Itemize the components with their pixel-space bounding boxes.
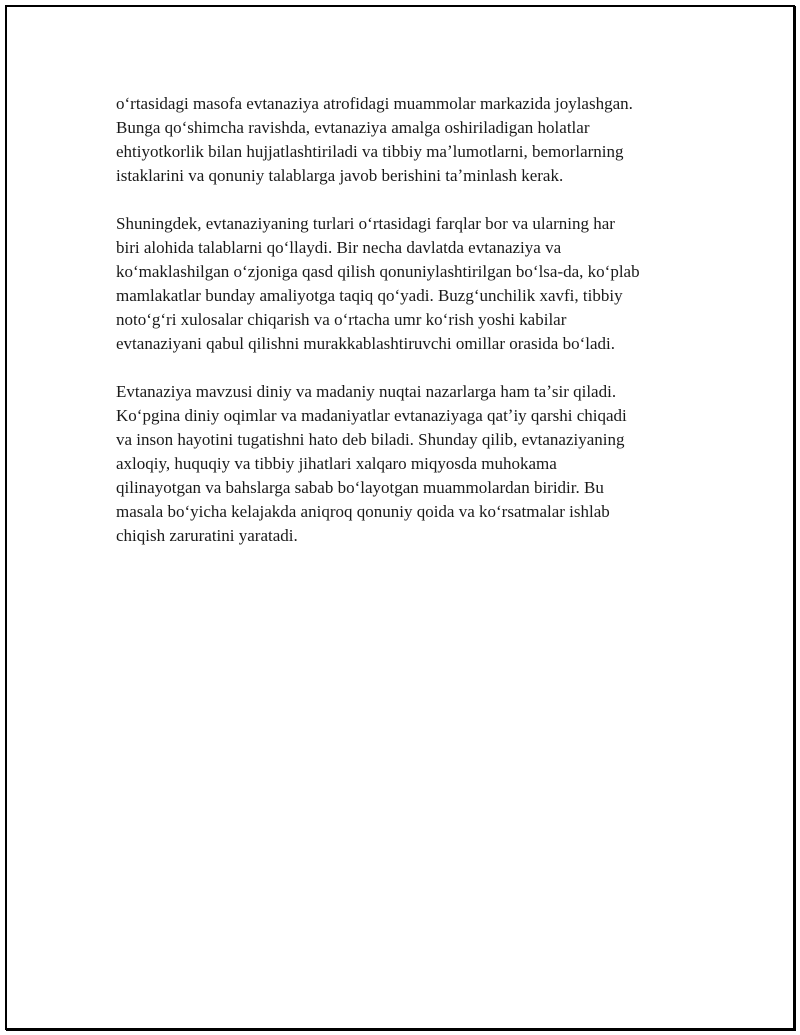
document-body — [116, 92, 696, 572]
text-line: masala boʻyicha kelajakda aniqroq qonuniy qoida va koʻrsatmalar ishlab — [116, 502, 610, 521]
text-line: koʻmaklashilgan oʻzjoniga qasd qilish qonuniylashtirilgan boʻlsa-da, koʻplab — [116, 262, 640, 281]
text-line: ehtiyotkorlik bilan hujjatlashtiriladi va tibbiy maʼlumotlarni, bemorlarning — [116, 142, 624, 161]
text-line: chiqish zaruratini yaratadi. — [116, 526, 298, 545]
text-line: evtanaziyani qabul qilishni murakkablashtiruvchi omillar orasida boʻladi. — [116, 334, 616, 353]
paragraph-1 — [116, 92, 696, 188]
text-line: Evtanaziya mavzusi diniy va madaniy nuqtai nazarlarga ham taʼsir qiladi. — [116, 382, 617, 401]
text-line: va inson hayotini tugatishni hato deb biladi. Shunday qilib, evtanaziyaning — [116, 430, 625, 449]
text-line: istaklarini va qonuniy talablarga javob berishini taʼminlash kerak. — [116, 166, 564, 185]
text-line: mamlakatlar bunday amaliyotga taqiq qoʻyadi. Buzgʻunchilik xavfi, tibbiy — [116, 286, 623, 305]
text-line: Bunga qoʻshimcha ravishda, evtanaziya amalga oshiriladigan holatlar — [116, 118, 590, 137]
text-line: oʻrtasidagi masofa evtanaziya atrofidagi muammolar markazida joylashgan. — [116, 94, 633, 113]
text-line: axloqiy, huquqiy va tibbiy jihatlari xalqaro miqyosda muhokama — [116, 454, 557, 473]
text-line: biri alohida talablarni qoʻllaydi. Bir necha davlatda evtanaziya va — [116, 238, 562, 257]
text-line: Shuningdek, evtanaziyaning turlari oʻrtasidagi farqlar bor va ularning har — [116, 214, 615, 233]
text-line: notoʻgʻri xulosalar chiqarish va oʻrtacha umr koʻrish yoshi kabilar — [116, 310, 567, 329]
text-line: qilinayotgan va bahslarga sabab boʻlayotgan muammolardan biridir. Bu — [116, 478, 604, 497]
paragraph-3 — [116, 380, 696, 548]
text-line: Koʻpgina diniy oqimlar va madaniyatlar evtanaziyaga qatʼiy qarshi chiqadi — [116, 406, 627, 425]
paragraph-2 — [116, 212, 696, 356]
